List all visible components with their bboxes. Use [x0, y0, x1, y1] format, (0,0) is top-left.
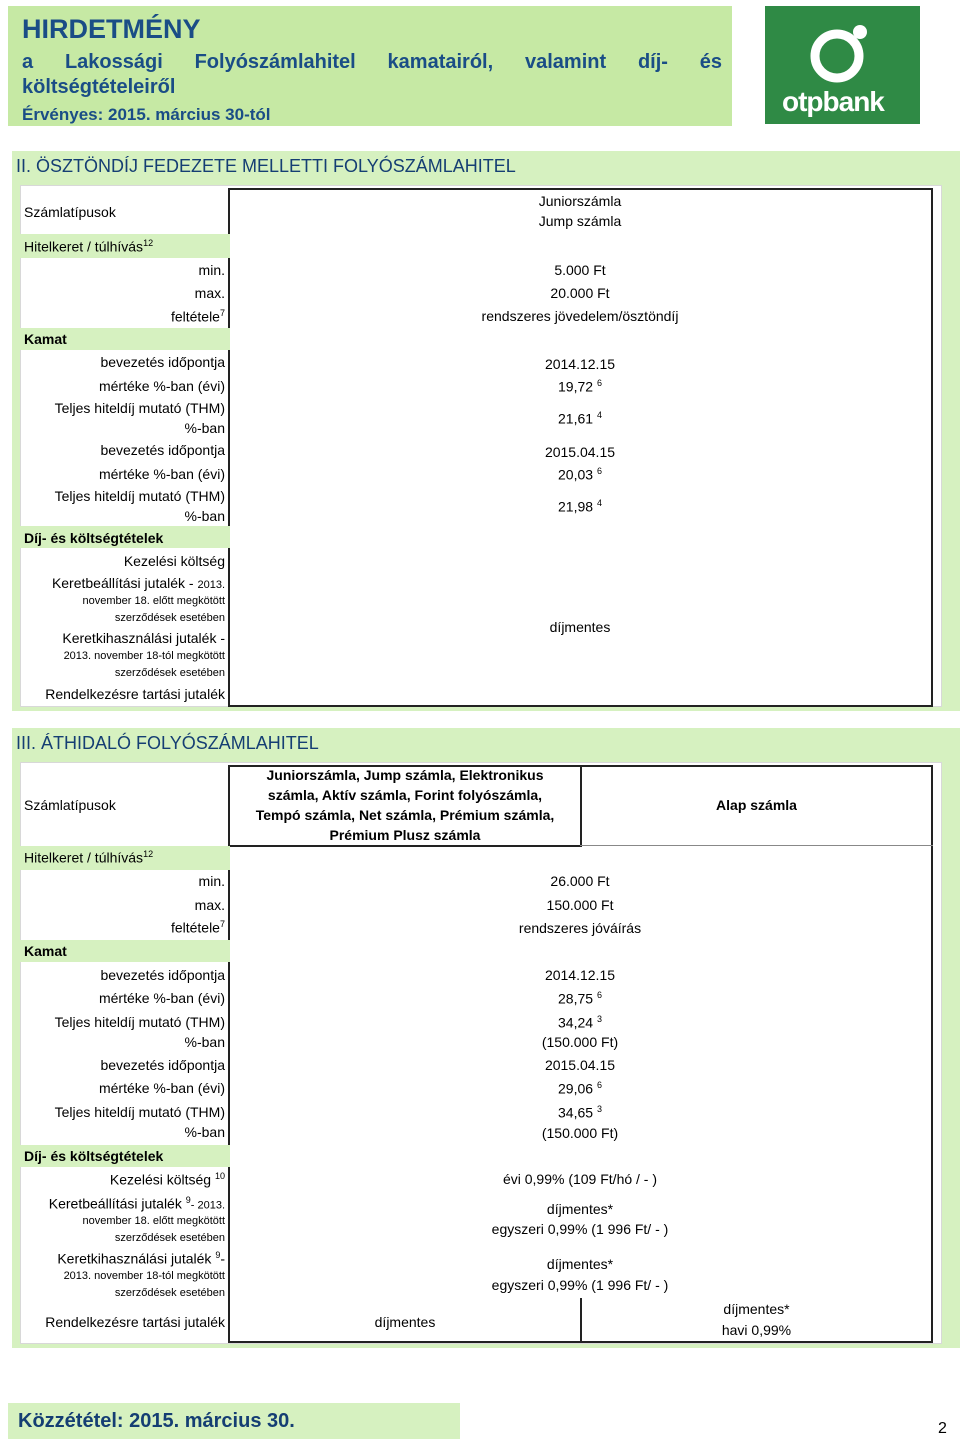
s2-usage-label-b: 2013. november 18-tól megkötött — [63, 650, 225, 662]
s3-intro-label-1: bevezetés időpontja — [100, 967, 225, 983]
s3-intro-label-2: bevezetés időpontja — [100, 1057, 225, 1073]
s3-setup-label-b: november 18. előtt megkötött — [82, 1215, 225, 1227]
s3-condition-value: rendszeres jóváírás — [518, 920, 642, 936]
s3-min-label: min. — [198, 873, 225, 889]
s3-thm-note-2: (150.000 Ft) — [541, 1125, 619, 1141]
s3-rate-value-1: 28,75 $^6$ — [558, 990, 602, 1007]
s3-col1-line1: Juniorszámla, Jump számla, Elektronikus — [266, 767, 544, 783]
s2-thm-label-b-2: %-ban — [184, 508, 225, 524]
page-number: 2 — [938, 1420, 947, 1437]
otpbank-logo — [765, 6, 920, 124]
s3-availability-value-col2-b: havi 0,99% — [721, 1322, 792, 1338]
s3-col2-header: Alap számla — [716, 797, 797, 813]
publication-footer — [8, 1403, 460, 1439]
s3-rate-label-2: mértéke %-ban (évi) — [98, 1080, 225, 1096]
s2-thm-value-1: 21,61 $^4$ — [558, 410, 602, 427]
s3-handling-fee-label: Kezelési költség $^{10}$ — [109, 1171, 225, 1188]
s2-rate-value-1: 19,72 $^6$ — [558, 378, 602, 395]
s2-thm-value-2: 21,98 $^4$ — [558, 498, 602, 515]
s3-availability-label: Rendelkezésre tartási jutalék — [45, 1314, 225, 1330]
s3-fees-label: Díj- és költségtételek — [24, 1148, 164, 1164]
s2-thm-label-b-1: %-ban — [184, 420, 225, 436]
s3-thm-label-a-2: Teljes hiteldíj mutató (THM) — [54, 1104, 225, 1120]
s2-intro-label-2: bevezetés időpontja — [100, 442, 225, 458]
s3-setup-label: Keretbeállítási jutalék $^9$- 2013. — [48, 1195, 225, 1212]
s3-max-label: max. — [194, 897, 225, 913]
publication-date: Közzététel: 2015. március 30. — [18, 1410, 295, 1432]
s2-account-types-label: Számlatípusok — [24, 204, 116, 220]
s2-min-label: min. — [198, 262, 225, 278]
s3-rate-value-2: 29,06 $^6$ — [558, 1080, 602, 1097]
s2-setup-label: Keretbeállítási jutalék - 2013. — [51, 575, 225, 591]
s3-interest-label: Kamat — [24, 943, 67, 959]
s2-thm-label-a-2: Teljes hiteldíj mutató (THM) — [54, 488, 225, 504]
s2-credit-limit-label: Hitelkeret / túlhívás$^{12}$ — [24, 238, 154, 255]
s3-setup-label-c: szerződések esetében — [114, 1232, 225, 1244]
s2-usage-label-c: szerződések esetében — [114, 667, 225, 679]
header-banner — [8, 6, 732, 126]
s2-setup-label-b: november 18. előtt megkötött — [82, 595, 225, 607]
document-title: HIRDETMÉNY — [22, 14, 201, 44]
s3-usage-label-c: szerződések esetében — [114, 1287, 225, 1299]
s3-thm-value-2: 34,65 $^3$ — [558, 1104, 602, 1121]
s2-thm-label-a-1: Teljes hiteldíj mutató (THM) — [54, 400, 225, 416]
s2-fees-label: Díj- és költségtételek — [24, 530, 164, 546]
s3-usage-label: Keretkihasználási jutalék $^9$- — [57, 1250, 225, 1267]
s2-rate-label-2: mértéke %-ban (évi) — [98, 466, 225, 482]
s3-availability-value-col1: díjmentes — [374, 1314, 436, 1330]
s2-intro-label-1: bevezetés időpontja — [100, 354, 225, 370]
s3-handling-fee-value: évi 0,99% (109 Ft/hó / - ) — [502, 1171, 658, 1187]
s3-intro-value-2: 2015.04.15 — [544, 1057, 616, 1073]
s3-col1-line2: számla, Aktív számla, Forint folyószámla, — [267, 787, 543, 803]
s3-usage-value-2: egyszeri 0,99% (1 996 Ft/ - ) — [491, 1277, 669, 1293]
s3-thm-label-b-1: %-ban — [184, 1034, 225, 1050]
s2-condition-label: feltétele$^7$ — [170, 308, 225, 325]
s3-max-value: 150.000 Ft — [546, 897, 614, 913]
s2-max-value: 20.000 Ft — [550, 285, 610, 301]
s2-intro-value-2: 2015.04.15 — [544, 444, 616, 460]
s3-setup-value-1: díjmentes* — [546, 1201, 614, 1217]
section-3-title: III. ÁTHIDALÓ FOLYÓSZÁMLAHITEL — [16, 733, 319, 753]
s3-account-types-label: Számlatípusok — [24, 797, 116, 813]
s3-intro-value-1: 2014.12.15 — [544, 967, 616, 983]
s3-usage-label-b: 2013. november 18-tól megkötött — [63, 1270, 225, 1282]
s2-availability-label: Rendelkezésre tartási jutalék — [45, 686, 225, 702]
s2-account-col-line1: Juniorszámla — [538, 193, 622, 209]
s2-setup-label-c: szerződések esetében — [114, 612, 225, 624]
section-2-title: II. ÖSZTÖNDÍJ FEDEZETE MELLETTI FOLYÓSZÁMLAHITEL — [16, 156, 516, 176]
s3-thm-label-b-2: %-ban — [184, 1124, 225, 1140]
s2-min-value: 5.000 Ft — [554, 262, 606, 278]
s2-condition-value: rendszeres jövedelem/ösztöndíj — [481, 308, 679, 324]
s3-availability-value-col2-a: díjmentes* — [723, 1301, 790, 1317]
s2-handling-fee-label: Kezelési költség — [123, 553, 225, 569]
s3-thm-note-1: (150.000 Ft) — [541, 1034, 619, 1050]
s3-rate-label-1: mértéke %-ban (évi) — [98, 990, 225, 1006]
document-subtitle-line1: a Lakossági Folyószámlahitel kamatairól, valamint díj- és — [22, 51, 722, 73]
s3-col1-line3: Tempó számla, Net számla, Prémium számla, — [255, 807, 555, 823]
s3-setup-value-2: egyszeri 0,99% (1 996 Ft/ - ) — [491, 1221, 669, 1237]
s3-usage-value-1: díjmentes* — [546, 1256, 614, 1272]
s2-intro-value-1: 2014.12.15 — [544, 356, 616, 372]
s3-condition-label: feltétele$^7$ — [170, 919, 225, 936]
s2-usage-label: Keretkihasználási jutalék - — [62, 630, 225, 646]
s2-account-col-line2: Jump számla — [538, 213, 622, 229]
s2-fees-value: díjmentes — [549, 619, 611, 635]
s3-credit-limit-label: Hitelkeret / túlhívás$^{12}$ — [24, 849, 154, 866]
s2-interest-label: Kamat — [24, 331, 67, 347]
s2-max-label: max. — [194, 285, 225, 301]
document-subtitle-line2: költségtételeiről — [22, 76, 176, 98]
logo-wordmark: otpbank — [782, 86, 884, 117]
s3-thm-value-1: 34,24 $^3$ — [558, 1014, 602, 1031]
s3-thm-label-a-1: Teljes hiteldíj mutató (THM) — [54, 1014, 225, 1030]
s2-rate-label-1: mértéke %-ban (évi) — [98, 378, 225, 394]
s2-rate-value-2: 20,03 $^6$ — [558, 466, 602, 483]
validity-date: Érvényes: 2015. március 30-tól — [22, 105, 271, 124]
s3-min-value: 26.000 Ft — [550, 873, 610, 889]
s3-col1-line4: Prémium Plusz számla — [329, 827, 481, 843]
